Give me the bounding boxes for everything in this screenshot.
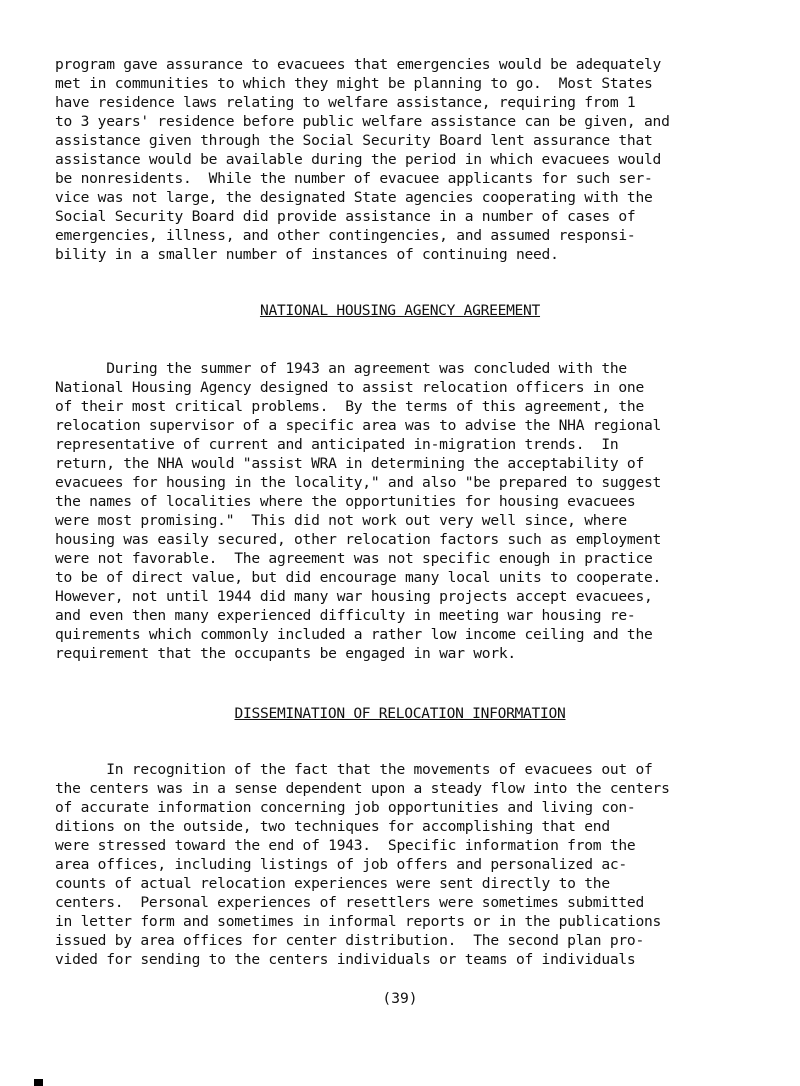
- text-line: Social Security Board did provide assistance in a number of cases of: [55, 208, 636, 225]
- text-line: However, not until 1944 did many war housing projects accept evacuees,: [55, 588, 653, 605]
- text-line: assistance given through the Social Security Board lent assurance that: [55, 132, 653, 149]
- text-line: evacuees for housing in the locality," and also "be prepared to suggest: [55, 474, 662, 491]
- page-number: (39): [382, 990, 418, 1007]
- dissemination-section-heading: DISSEMINATION OF RELOCATION INFORMATION: [234, 705, 566, 722]
- text-line: the names of localities where the opportunities for housing evacuees: [55, 493, 636, 510]
- text-line: In recognition of the fact that the movements of evacuees out of: [55, 761, 653, 778]
- intro-paragraph: [55, 55, 735, 264]
- scan-artifact-mark: [34, 1079, 43, 1086]
- text-line: area offices, including listings of job offers and personalized ac-: [55, 856, 627, 873]
- text-line: were stressed toward the end of 1943. Specific information from the: [55, 837, 636, 854]
- text-line: assistance would be available during the period in which evacuees would: [55, 151, 662, 168]
- nha-section-heading: NATIONAL HOUSING AGENCY AGREEMENT: [259, 302, 541, 319]
- nha-paragraph: [55, 359, 735, 663]
- text-line: have residence laws relating to welfare assistance, requiring from 1: [55, 94, 636, 111]
- text-line: be nonresidents. While the number of evacuee applicants for such ser-: [55, 170, 653, 187]
- text-line: National Housing Agency designed to assist relocation officers in one: [55, 379, 644, 396]
- text-line: program gave assurance to evacuees that emergencies would be adequately: [55, 56, 662, 73]
- text-line: requirement that the occupants be engaged in war work.: [55, 645, 516, 662]
- text-line: bility in a smaller number of instances of continuing need.: [55, 246, 559, 263]
- text-line: housing was easily secured, other relocation factors such as employment: [55, 531, 662, 548]
- text-line: in letter form and sometimes in informal reports or in the publications: [55, 913, 662, 930]
- text-line: to 3 years' residence before public welfare assistance can be given, and: [55, 113, 670, 130]
- text-line: During the summer of 1943 an agreement was concluded with the: [55, 360, 627, 377]
- text-line: were most promising." This did not work out very well since, where: [55, 512, 627, 529]
- text-line: to be of direct value, but did encourage many local units to cooperate.: [55, 569, 662, 586]
- text-line: and even then many experienced difficulty in meeting war housing re-: [55, 607, 636, 624]
- text-line: of their most critical problems. By the terms of this agreement, the: [55, 398, 644, 415]
- text-line: ditions on the outside, two techniques for accomplishing that end: [55, 818, 610, 835]
- text-line: counts of actual relocation experiences were sent directly to the: [55, 875, 610, 892]
- text-line: vice was not large, the designated State agencies cooperating with the: [55, 189, 653, 206]
- dissemination-paragraph: [55, 760, 735, 969]
- text-line: the centers was in a sense dependent upon a steady flow into the centers: [55, 780, 670, 797]
- text-line: centers. Personal experiences of resettlers were sometimes submitted: [55, 894, 644, 911]
- text-line: relocation supervisor of a specific area was to advise the NHA regional: [55, 417, 662, 434]
- text-line: met in communities to which they might be planning to go. Most States: [55, 75, 653, 92]
- text-line: emergencies, illness, and other contingencies, and assumed responsi-: [55, 227, 636, 244]
- text-line: return, the NHA would "assist WRA in determining the acceptability of: [55, 455, 644, 472]
- text-line: of accurate information concerning job opportunities and living con-: [55, 799, 636, 816]
- text-line: issued by area offices for center distribution. The second plan pro-: [55, 932, 644, 949]
- text-line: quirements which commonly included a rather low income ceiling and the: [55, 626, 653, 643]
- text-line: representative of current and anticipated in-migration trends. In: [55, 436, 619, 453]
- text-line: vided for sending to the centers individuals or teams of individuals: [55, 951, 636, 968]
- text-line: were not favorable. The agreement was not specific enough in practice: [55, 550, 653, 567]
